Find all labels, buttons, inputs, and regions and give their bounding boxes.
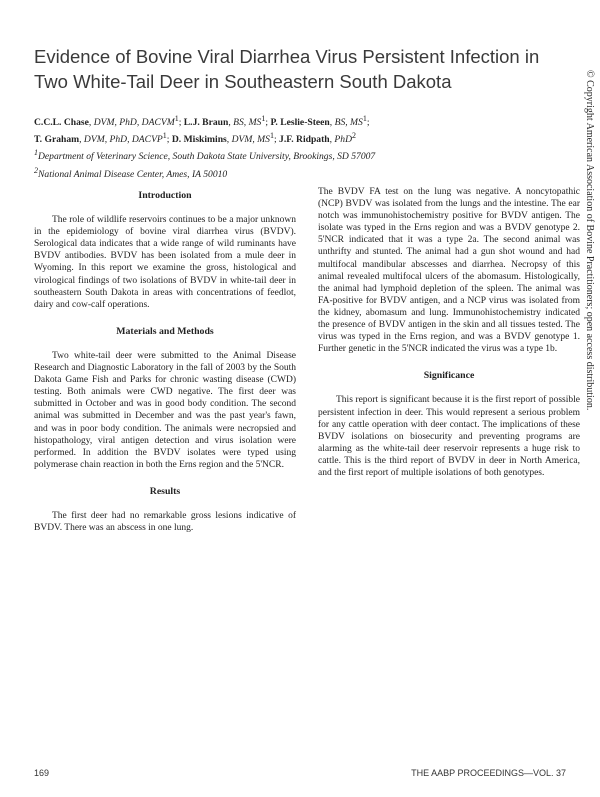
author-name: J.F. Ridpath — [279, 134, 330, 146]
introduction-paragraph: The role of wildlife reservoirs continues to be a major unknown in the epidemiology of bovine viral diarrhea virus (BVDV). Serological data indicates that a wide range of wild ruminants have BVDV antibodies. BVDV has been isolated from a mule deer in Wyoming. In this report we examine the gross, histological and virological findings of two isolations of BVDV in white-tail deer in southeastern South Dakota in areas with concentrations of feedlot, dairy and cow-calf operations. — [34, 215, 296, 310]
left-column — [34, 190, 296, 534]
author-affil-mark: 1 — [362, 114, 367, 123]
author-affil-mark: 2 — [352, 131, 357, 141]
right-column — [318, 186, 580, 479]
results-paragraph-continued: The BVDV FA test on the lung was negative. A noncytopathic (NCP) BVDV was isolated from the lungs and the intestine. The ear notch was immunohistochemistry positive for BVDV antigen. The isolate was typed in the Erns region and was a BVDV genotype 2. 5'NCR indicated that it was a type 2a. The second animal was unthrifty and stunted. The animal had a gun shot wound and had multifocal mandibular abscesses and diarrhea. Necropsy of this animal revealed multifocal ulcers of the abomasum. Histologically, the animal had lymphoid depletion of the spleen. The animal was FA-positive for BVDV antigen, and a NCP virus was isolated from the kidney, abomasum and lung. Immunohistochemistry indicated the presence of BVDV antigen in the skin and all tissues tested. The virus was typed in the Erns region, and was a BVDV genotype 1. Further genetic in the 5'NCR indicated the virus was a type 1b. — [318, 187, 580, 355]
section-heading-methods: Materials and Methods — [116, 325, 214, 337]
author-name: L.J. Braun — [183, 117, 229, 129]
affil-mark: 1 — [34, 148, 38, 158]
author-separator: ; — [178, 117, 184, 129]
journal-footer: THE AABP PROCEEDINGS—VOL. 37 — [411, 768, 566, 778]
author-credentials: DVM, PhD, DACVM — [93, 117, 175, 129]
author-name: D. Miskimins — [171, 134, 227, 146]
affiliation-2 — [34, 164, 554, 181]
author-name: T. Graham — [34, 134, 80, 146]
page-number: 169 — [34, 768, 50, 778]
author-credentials: PhD — [334, 134, 353, 146]
author-name: C.C.L. Chase — [34, 117, 89, 129]
author-affil-mark: 1 — [261, 114, 266, 123]
affil-text: Department of Veterinary Science, South Dakota State University, Brookings, SD 57007 — [38, 151, 376, 163]
author-credentials: DVM, MS — [231, 134, 270, 146]
author-separator: ; — [166, 134, 172, 146]
affil-mark: 2 — [34, 165, 38, 175]
significance-paragraph: This report is significant because it is the first report of possible persistent infection in deer. This would represent a serious problem for any cattle operation with deer contact. The implications of these BVDV isolations on biosecurity and preventing programs are alarming as the white-tail deer reservoir represents a huge risk to cattle. This is the third report of BVDV in deer in North America, and the first report of multiple isolations of both genotypes. — [318, 395, 580, 478]
author-affil-mark: 1 — [269, 131, 274, 141]
author-separator: ; — [366, 117, 370, 129]
author-credentials: BS, MS — [334, 117, 363, 129]
section-heading-introduction: Introduction — [138, 190, 192, 201]
results-paragraph-start: The first deer had no remarkable gross lesions indicative of BVDV. There was an abscess in one lung. — [34, 510, 296, 534]
affiliation-1 — [34, 146, 554, 163]
author-affil-mark: 1 — [174, 114, 179, 123]
author-line-1: C.C.L. Chase, DVM, PhD, DACVM$^1$; L.J. Braun, BS, $MS^1$; P. Leslie-Steen, BS, $MS^1$; — [34, 114, 370, 129]
copyright-notice: © Copyright American Association of Bovine Practitioners; open access distribution. — [584, 70, 595, 411]
author-credentials: DVM, PhD, DACVP — [83, 134, 163, 146]
section-heading-significance: Significance — [423, 370, 475, 382]
author-affil-mark: 1 — [162, 131, 167, 141]
author-separator: ; — [265, 117, 271, 129]
author-credentials: BS, MS — [233, 117, 262, 129]
author-name: P. Leslie-Steen — [270, 117, 330, 129]
section-heading-results: Results — [149, 485, 181, 497]
author-line-2: T. Graham, DVM, PhD, DACVP$^1$; D. Miskimins, DVM, $MS^1$; J.F. Ridpath, PhD$^2$ — [34, 131, 357, 146]
paper-title: Evidence of Bovine Viral Diarrhea Virus Persistent Infection in Two White-Tail Deer in Southeastern South Dakota — [34, 46, 540, 92]
author-block — [34, 112, 554, 181]
author-separator: ; — [273, 134, 280, 146]
methods-paragraph: Two white-tail deer were submitted to the Animal Disease Research and Diagnostic Laboratory in the fall of 2003 by the South Dakota Game Fish and Parks for chronic wasting disease (CWD) testing. Both animals were CWD negative. The first deer was submitted in October and was in good body condition. The second animal was submitted in December and was the past year's fawn, and was in poor body condition. The animals were necropsied and histopathology, viral antigen detection and virus isolation were performed. In addition the BVDV isolates were typed using polymerase chain reaction in both the Erns region and the 5'NCR. — [34, 350, 296, 470]
affil-text: National Animal Disease Center, Ames, IA 50010 — [38, 168, 228, 180]
